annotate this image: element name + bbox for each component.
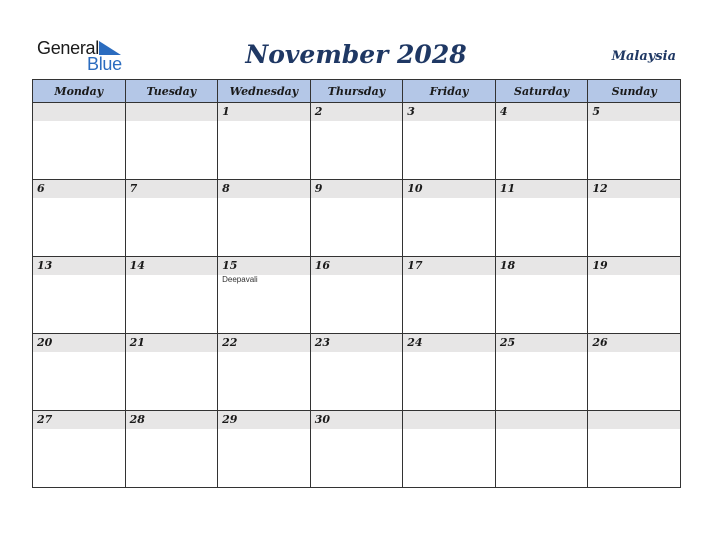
calendar-day-cell — [125, 257, 218, 334]
day-number-bar — [496, 180, 588, 198]
weekday-header: Wednesday — [218, 80, 311, 103]
day-number: 30 — [314, 413, 330, 426]
day-number: 7 — [129, 182, 138, 195]
day-number: 21 — [129, 336, 145, 349]
day-number-bar — [403, 257, 495, 275]
calendar-week-row — [33, 257, 681, 334]
calendar-day-cell — [33, 334, 126, 411]
country-label: Malaysia — [611, 49, 676, 64]
calendar-day-cell — [588, 103, 681, 180]
calendar-day-cell — [218, 257, 311, 334]
day-number: 16 — [314, 259, 330, 272]
weekday-header-row — [33, 80, 681, 103]
day-number-bar — [403, 103, 495, 121]
calendar-day-cell — [33, 103, 126, 180]
calendar-grid — [32, 79, 681, 488]
calendar-day-cell — [310, 411, 403, 488]
calendar-day-cell — [125, 180, 218, 257]
day-number-bar — [496, 411, 588, 429]
day-number: 27 — [37, 413, 53, 426]
day-number: 14 — [129, 259, 145, 272]
calendar-week-row — [33, 103, 681, 180]
weekday-header: Thursday — [310, 80, 403, 103]
calendar-day-cell — [33, 180, 126, 257]
day-number: 8 — [222, 182, 230, 195]
day-number-bar — [218, 103, 310, 121]
day-number-bar — [496, 334, 588, 352]
day-number: 17 — [407, 259, 423, 272]
holiday-label: Deepavali — [222, 275, 258, 284]
calendar-day-cell — [588, 334, 681, 411]
calendar-week-row — [33, 411, 681, 488]
calendar-day-cell — [588, 180, 681, 257]
day-number-bar — [126, 103, 218, 121]
calendar-day-cell — [33, 411, 126, 488]
day-number: 6 — [37, 182, 45, 195]
calendar-day-cell — [403, 180, 496, 257]
day-number: 18 — [499, 259, 516, 272]
day-number-bar — [403, 334, 495, 352]
day-number: 11 — [499, 182, 516, 195]
day-number: 12 — [592, 182, 608, 195]
day-number: 23 — [314, 336, 330, 349]
day-number: 9 — [314, 182, 323, 195]
day-number-bar — [588, 103, 680, 121]
weekday-header: Sunday — [588, 80, 681, 103]
weekday-header: Monday — [33, 80, 126, 103]
calendar-day-cell — [33, 257, 126, 334]
calendar-day-cell — [495, 334, 588, 411]
day-number: 19 — [592, 259, 608, 272]
day-number-bar — [311, 103, 403, 121]
calendar-week-row — [33, 180, 681, 257]
day-number-bar — [496, 103, 588, 121]
day-number: 29 — [222, 413, 238, 426]
calendar-day-cell — [403, 257, 496, 334]
day-number: 28 — [129, 413, 145, 426]
day-number-bar — [311, 180, 403, 198]
day-number: 2 — [314, 105, 323, 118]
calendar-day-cell — [310, 103, 403, 180]
weekday-header: Friday — [403, 80, 496, 103]
day-number: 15 — [222, 259, 238, 272]
day-number: 3 — [407, 105, 415, 118]
day-number-bar — [311, 334, 403, 352]
day-number-bar — [496, 257, 588, 275]
calendar-day-cell — [403, 103, 496, 180]
day-number: 25 — [499, 336, 516, 349]
calendar-day-cell — [310, 180, 403, 257]
weekday-header: Saturday — [495, 80, 588, 103]
day-number-bar — [311, 257, 403, 275]
day-number: 22 — [222, 336, 238, 349]
day-number: 26 — [592, 336, 608, 349]
day-number-bar — [403, 411, 495, 429]
calendar-day-cell — [125, 334, 218, 411]
day-number-bar — [126, 334, 218, 352]
day-number-bar — [33, 103, 125, 121]
day-number-bar — [33, 180, 125, 198]
day-number: 4 — [499, 105, 508, 118]
day-number-bar — [403, 180, 495, 198]
day-number: 1 — [222, 105, 230, 118]
logo-text-general: General — [37, 38, 99, 58]
day-number-bar — [218, 257, 310, 275]
day-number-bar — [218, 334, 310, 352]
day-number: 10 — [407, 182, 423, 195]
calendar-day-cell — [403, 411, 496, 488]
day-number: 20 — [37, 336, 53, 349]
day-number-bar — [588, 334, 680, 352]
calendar-day-cell — [495, 180, 588, 257]
day-number-bar — [588, 257, 680, 275]
day-number: 24 — [407, 336, 423, 349]
calendar-day-cell — [218, 411, 311, 488]
calendar-day-cell — [588, 257, 681, 334]
day-number-bar — [588, 411, 680, 429]
calendar-day-cell — [310, 257, 403, 334]
calendar-day-cell — [495, 103, 588, 180]
logo-text-blue: Blue — [87, 54, 122, 74]
day-number: 5 — [592, 105, 601, 118]
day-number-bar — [126, 180, 218, 198]
calendar-day-cell — [403, 334, 496, 411]
page-title: November 2028 — [245, 40, 467, 69]
calendar-day-cell — [495, 411, 588, 488]
calendar-day-cell — [218, 334, 311, 411]
day-number-bar — [311, 411, 403, 429]
day-number-bar — [126, 257, 218, 275]
calendar-day-cell — [218, 180, 311, 257]
calendar-day-cell — [218, 103, 311, 180]
calendar-day-cell — [495, 257, 588, 334]
day-number-bar — [218, 411, 310, 429]
calendar-day-cell — [310, 334, 403, 411]
weekday-header: Tuesday — [125, 80, 218, 103]
day-number-bar — [126, 411, 218, 429]
day-number-bar — [33, 257, 125, 275]
calendar-week-row — [33, 334, 681, 411]
day-number: 13 — [37, 259, 53, 272]
calendar-day-cell — [125, 411, 218, 488]
day-number-bar — [33, 411, 125, 429]
day-number-bar — [588, 180, 680, 198]
day-number-bar — [33, 334, 125, 352]
calendar-day-cell — [588, 411, 681, 488]
day-number-bar — [218, 180, 310, 198]
calendar-day-cell — [125, 103, 218, 180]
